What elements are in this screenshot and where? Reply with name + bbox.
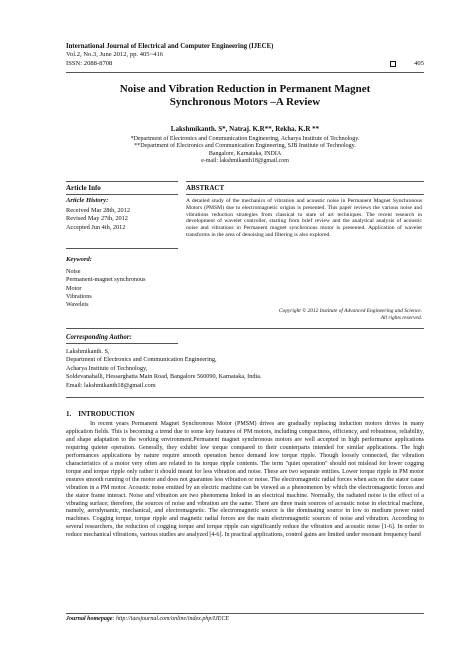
accepted-date: Accepted Jun 4th, 2012 (66, 223, 126, 231)
divider (66, 397, 424, 398)
keyword: Noise (66, 268, 81, 275)
keyword-label: Keyword: (66, 256, 93, 263)
divider (66, 248, 178, 249)
revised-date: Revised May 27th, 2012 (66, 215, 128, 223)
affiliation-email: e-mail: lakshmikanth18@gmail.com (201, 158, 289, 165)
divider (66, 343, 178, 344)
divider (186, 181, 424, 182)
corresponding-author (66, 348, 424, 390)
copyright-line: All rights reserved. (380, 314, 422, 321)
introduction-heading: 1. INTRODUCTION (66, 410, 135, 418)
history-label: Article History: (66, 197, 109, 204)
title-line-1: Noise and Vibration Reduction in Permanent Magnet (119, 83, 371, 95)
footer-url[interactable]: : http://iaesjournal.com/online/index.php/IJECE (112, 616, 229, 622)
introduction-paragraph: In recent years Permanent Magnet Synchronous Motor (PMSM) drives are gradually replacing induction motors drives in many application fields. This is becoming a trend due to some key features of PM motors, including compactness, efficiency, and robustness, reliability, and shape adaptation to the working environment.Permanent magnet synchronous motors are well accepted in high performance applications requiring quieter operation. Generally, they exhibit low torque compared to their counterparts intended for similar applications. The high performances applications by nature require smooth operation hence demand low torque ripple. Though loosely connected, the vibration characteristics of a motor very often are related to its torque ripple contents. The term "quiet operation" should not mislead for lower cogging torque and torque ripple only rather it should meant for less vibration and noise. These are two separate entities. Lower torque ripple in PM motor ensures smooth running of the motor and does not guarantee less vibration or noise. The electromagnetic radial forces when acts on the stator cause vibration in a PM motor. Acoustic noise emitted by an electric machine can be viewed as a phenomenon by which the electromagnetic forces and the stator frame interact. Noise and vibration are two phenomena linked in an electrical machine. Normally, the radiated noise is the effect of a vibrating surface; therefore, the sources of noise and vibration are the same. There are three main sources of acoustic noise in electrical machine, namely, aerodynamic, mechanical, and electromagnetic. The electromagnetic source is the dominating source in low to medium power rated machines. Cogging torque, torque ripple and magnetic radial forces are the main electromagnetic sources of noise and vibration. According to several researchers, the reduction of cogging torque and torque ripple can significantly reduce the vibration and acoustic noise [1-6]. In order to reduce mechanical vibrations, various studies are analyzed [4-6]. In practical applications, control gains are limited under resonant frequency band (66, 421, 424, 539)
keyword-list (66, 268, 146, 309)
divider (66, 194, 178, 195)
corr-line: Acharya Institute of Technology, (66, 364, 148, 372)
header-rule (66, 72, 424, 73)
square-icon (390, 61, 396, 67)
received-date: Received Mar 28th, 2012 (66, 207, 131, 214)
affiliation (66, 136, 424, 166)
affiliation-line: **Department of Electronics and Communication Engineering, SJB Institute of Technology. (134, 143, 356, 150)
footer-rule (66, 613, 424, 614)
introduction-body (66, 421, 424, 540)
keyword: Motor (66, 284, 82, 292)
footer-label: Journal homepage (66, 616, 113, 622)
corr-line: Lakshmikanth. S, (66, 348, 110, 355)
keyword: Permanent-magnet synchronous (66, 276, 146, 284)
paper-title (66, 83, 424, 109)
corr-line: Department of Electronics and Communication Engineering, (66, 356, 217, 364)
affiliation-line: *Department of Electronics and Communication Engineering, Acharya Institute of Technology. (130, 136, 360, 142)
copyright-line: Copyright © 2012 Institute of Advanced Engineering and Science. (278, 308, 422, 314)
article-info-heading: Article Info (66, 184, 101, 192)
issn: ISSN: 2088-8708 (66, 59, 113, 67)
title-line-2: Synchronous Motors –A Review (169, 96, 321, 108)
copyright (186, 308, 422, 322)
page-number: 405 (414, 59, 424, 67)
corr-email: Email: lakshmikanth18@gmail.com (66, 381, 156, 389)
journal-title: International Journal of Electrical and Computer Engineering (IJECE) (66, 43, 274, 50)
divider (66, 181, 178, 182)
abstract-heading: ABSTRACT (186, 184, 225, 192)
journal-header (66, 43, 424, 68)
corresponding-label: Corresponding Author: (66, 334, 132, 341)
volume-info: Vol.2, No.3, June 2012, pp. 405~416 (66, 51, 164, 59)
authors: Lakshmikanth. S*, Natraj. K.R**, Rekha. K.R ** (170, 125, 320, 133)
article-history (66, 207, 130, 232)
divider (66, 328, 424, 329)
footer (66, 616, 229, 622)
divider (186, 194, 424, 195)
keyword: Vibrations (66, 292, 92, 300)
affiliation-line: Bangalore, Karnataka, INDIA (208, 150, 282, 157)
keyword: Wavelets (66, 301, 89, 309)
abstract-text: A detailed study of the mechanics of vibration and acoustic noise in Permanent Magnet Synchronous Motors (PMSM) due to electromagnetic origins is presented. This paper reviews the various noise and vibrations reduction strategies from classical to state of art techniques. The recent research in development of wavelet controller, starting from brief review and the analytical analysis of acoustic noise and vibrations in Permanent magnet synchronous motor is presented. Application of wavelet transforms in the area of denoising and filtering is also explored. (186, 198, 422, 238)
corr-line: Soldevanahalli, Hessarghatta Main Road, Bangalore 560090, Karnataka, India. (66, 373, 262, 381)
